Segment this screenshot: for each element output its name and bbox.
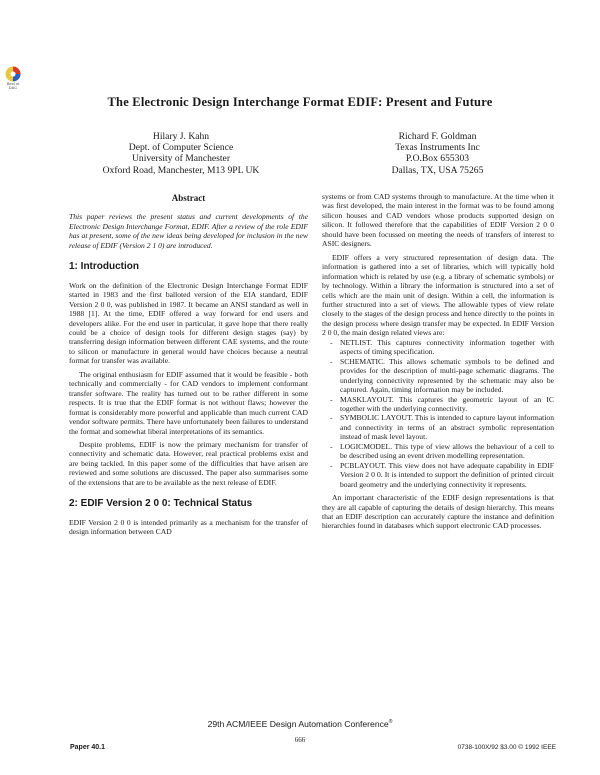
paragraph: An important characteristic of the EDIF design representations is that they are all capable of capturing the details of design hierarchy. This means that an EDIF description can accurately capture the instance and definition hierarchies found in databases which support electronic CAD processes. (322, 493, 554, 531)
logo-caption: Best of DAC (6, 81, 20, 90)
section-2-heading: 2: EDIF Version 2 0 0: Technical Status (69, 498, 253, 510)
author-address: Oxford Road, Manchester, M13 9PL UK (102, 164, 260, 176)
list-item: - MASKLAYOUT. This captures the geometric layout of an IC together with the underlying connectivity. (330, 395, 554, 414)
view-list (322, 338, 554, 489)
section-1-heading: 1: Introduction (69, 261, 139, 273)
conference-name: 29th ACM/IEEE Design Automation Conference (207, 719, 389, 729)
list-item: - SYMBOLIC LAYOUT. This is intended to capture layout information and connectivity in terms of an abstract symbolic representation instead of mask level layout. (330, 413, 554, 441)
author-block-1 (66, 131, 296, 176)
copyright-notice: 0738-100X/92 $3.00 © 1992 IEEE (457, 744, 556, 751)
author-affiliation: Dept. of Computer Science (128, 142, 234, 154)
list-item: - PCBLAYOUT. This view does not have adequate capability in EDIF Version 2 0 0. It is intended to support the definition of printed circuit board geometry and the underlying connectivity it represents. (330, 461, 554, 489)
paragraph: EDIF offers a very structured representation of design data. The information is gathered into a set of libraries, which will typically hold information which is related by use (e.g. a library of schematic symbols) or by technology. Within a library the information is structured into a set of cells which are the main unit of design. Within a cell, the information is further structured into a set of views. The allowable types of view relate closely to the stages of the design process and hence directly to the points in the design process where design transfer may be expected. In EDIF Version 2 0 0, the main design related views are: (322, 252, 554, 338)
left-column (69, 192, 308, 537)
paper-number: Paper 40.1 (70, 744, 106, 751)
author-institution: P.O.Box 655303 (405, 153, 470, 165)
right-column (322, 192, 554, 531)
paragraph: Work on the definition of the Electronic Design Interchange Format EDIF started in 1983 and the first balloted version of the EIA standard, EDIF Version 2 0 0, was published in 1987. It became an ANSI standard as well in 1988 [1]. At the time, EDIF offered a way forward for end users and developers alike. For the end user in particular, it gave hope that there really could be a choice of design tools for different design stages (say) by transferring design information between different CAE systems, and the route to silicon or manufacture in general would have choices because a neutral format for transfer was available. (69, 280, 308, 366)
registered-mark: ® (388, 719, 393, 726)
paragraph: The original enthusiasm for EDIF assumed that it would be feasible - both technically and commercially - for CAD vendors to implement conformant transfer software. The reality has turned out to be rather different in some respects. It is true that the EDIF format is not without flaws; however the format is considerably more powerful and applicable than much current CAD vendor software permits. There have unfortunately been failures to understand the format and somewhat liberal interpretations of its semantics. (69, 369, 308, 436)
author-address: Dallas, TX, USA 75265 (391, 164, 484, 176)
author-name: Richard F. Goldman (398, 131, 477, 142)
paragraph: EDIF Version 2 0 0 is intended primarily as a mechanism for the transfer of design information between CAD (69, 517, 308, 537)
abstract-heading: Abstract (171, 193, 206, 203)
author-affiliation: Texas Instruments Inc (395, 142, 480, 154)
paragraph: Despite problems, EDIF is now the primary mechanism for transfer of connectivity and schematic data. However, real practical problems exist and are being tackled. In this paper some of the difficulties that have arisen are reviewed and some solutions are discussed. The paper also summarises some of the extensions that are to be available as the next release of EDIF. (69, 439, 308, 487)
abstract-text: This paper reviews the present status and current developments of the Electronic Design Interchange Format, EDIF. After a review of the role EDIF has at present, some of the new ideas being developed for inclusion in the new release of EDIF (Version 2 1 0) are introduced. (69, 212, 308, 250)
author-block-2 (340, 131, 535, 176)
conference-logo (3, 66, 23, 90)
paragraph: systems or from CAD systems through to manufacture. At the time when it was first developed, the main interest in the format was to be found among silicon houses and CAD vendors whose products supported design on silicon. It followed therefore that the capabilities of EDIF Version 2 0 0 should have been focussed on meeting the needs of transfers of interest to ASIC designers. (322, 192, 554, 249)
list-item: - NETLIST. This captures connectivity information together with aspects of timing specification. (330, 338, 554, 357)
author-institution: University of Manchester (131, 153, 231, 165)
conference-footer (0, 719, 600, 729)
author-name: Hilary J. Kahn (152, 131, 210, 142)
page-number: 666 (294, 736, 306, 744)
conference-logo-icon (5, 66, 21, 82)
paper-title: The Electronic Design Interchange Format EDIF: Present and Future (107, 95, 493, 109)
list-item: - SCHEMATIC. This allows schematic symbols to be defined and provides for the description of multi-page schematic diagrams. The underlying connectivity represented by the schematic may also be captured. Again, timing information may be included. (330, 357, 554, 395)
list-item: - LOGICMODEL. This type of view allows the behaviour of a cell to be described using an event driven modelling representation. (330, 442, 554, 461)
